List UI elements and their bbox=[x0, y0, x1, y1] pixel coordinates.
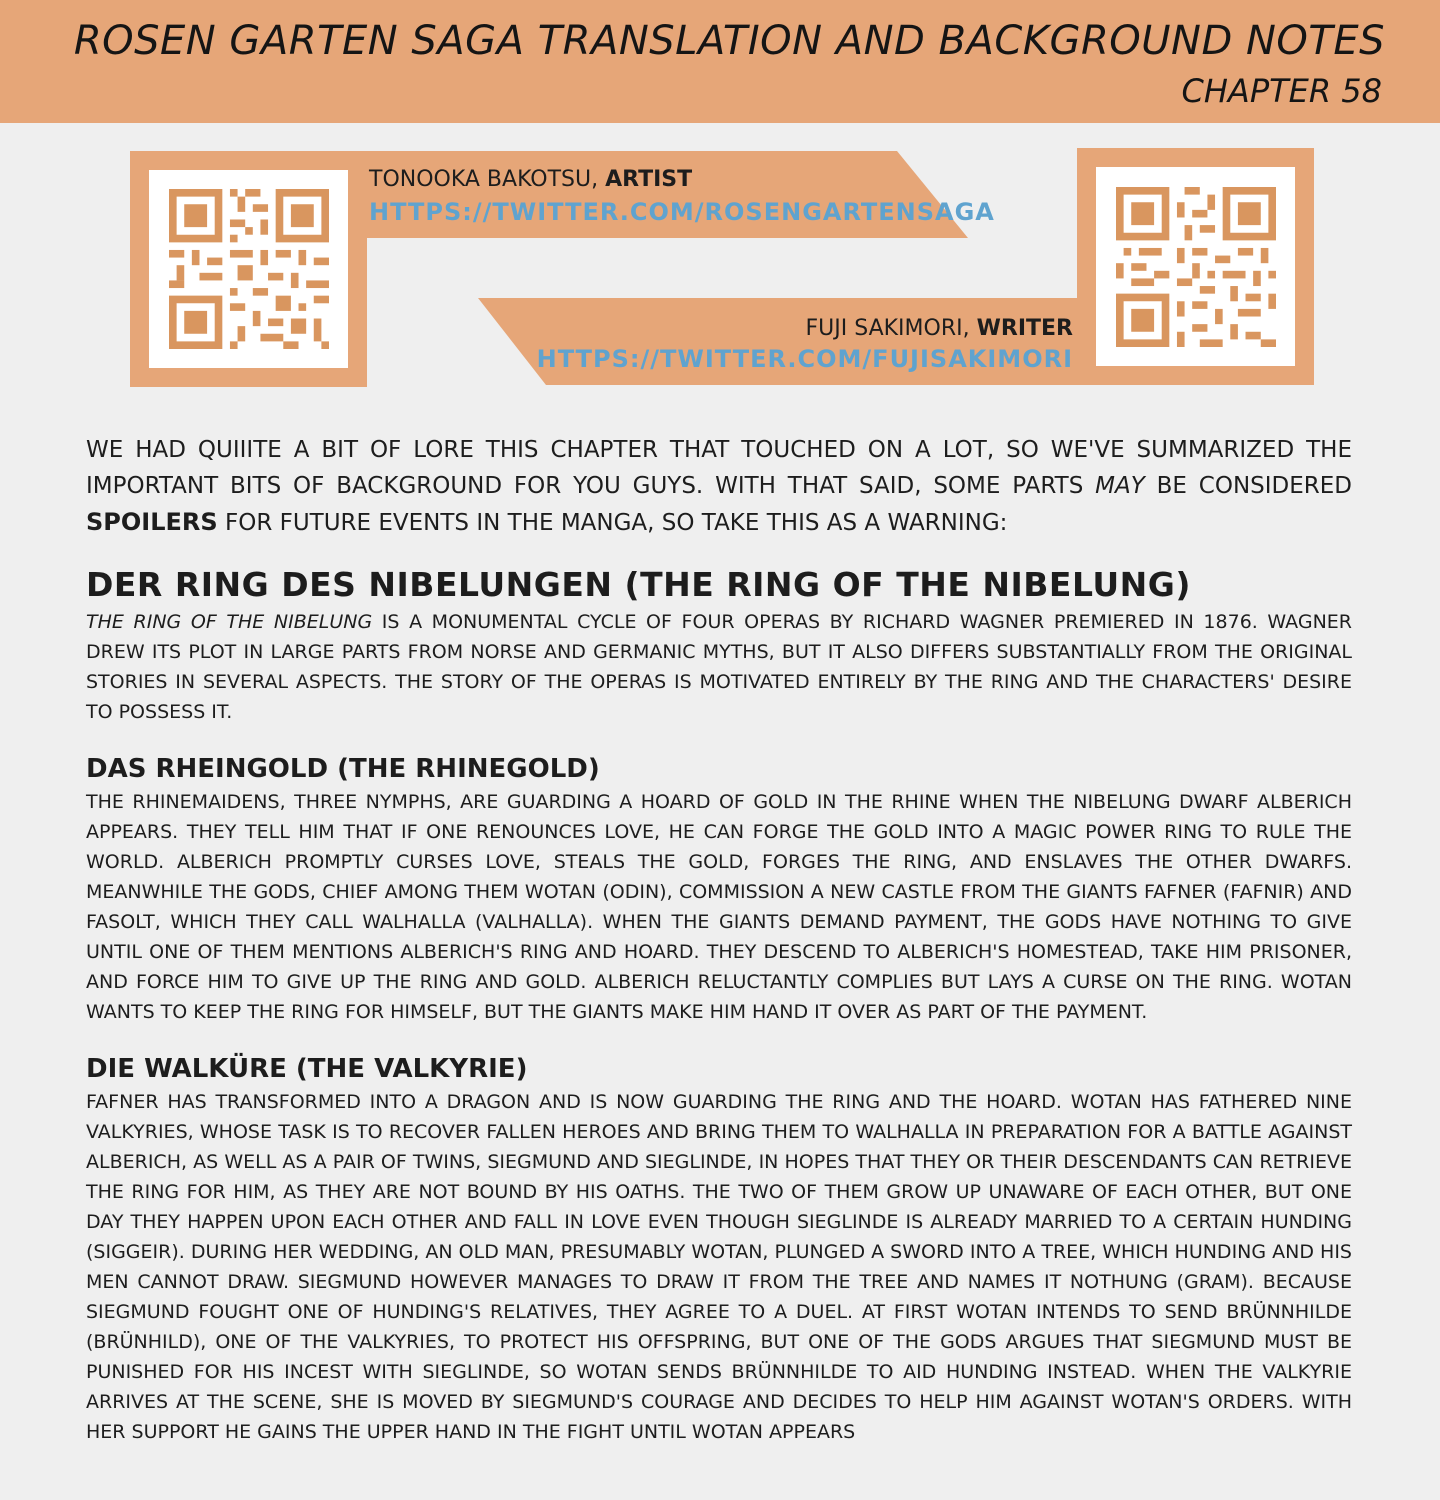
writer-credit bbox=[805, 316, 1073, 341]
writer-twitter-link[interactable]: HTTPS://TWITTER.COM/FUJISAKIMORI bbox=[536, 345, 1073, 373]
writer-qr-code-icon bbox=[1116, 187, 1276, 347]
spoiler-warning: SPOILERS bbox=[86, 508, 218, 536]
credits-block bbox=[0, 0, 1440, 400]
chapter-label: CHAPTER 58 bbox=[1181, 72, 1382, 110]
artist-qr-card bbox=[149, 170, 348, 368]
intro-text-1: WE HAD QUIIITE A BIT OF LORE THIS CHAPTER THAT TOUCHED ON A LOT, SO WE'VE SUMMARIZED THE IMPORTANT BITS OF BACKGROUND FOR YOU GUYS. WITH THAT SAID, SOME PARTS bbox=[86, 437, 1352, 499]
section-heading-ring: DER RING DES NIBELUNGEN (THE RING OF THE NIBELUNG) bbox=[86, 565, 1191, 604]
intro-text-2: BE CONSIDERED bbox=[1144, 473, 1352, 499]
writer-name: FUJI SAKIMORI, bbox=[805, 316, 970, 341]
section-heading-rheingold: DAS RHEINGOLD (THE RHINEGOLD) bbox=[86, 754, 600, 784]
artist-credit bbox=[369, 167, 692, 192]
intro-text-3: FOR FUTURE EVENTS IN THE MANGA, SO TAKE THIS AS A WARNING: bbox=[217, 510, 1008, 536]
notes-content bbox=[86, 432, 1352, 1447]
page-title: ROSEN GARTEN SAGA TRANSLATION AND BACKGROUND NOTES bbox=[73, 18, 1385, 64]
artist-name: TONOOKA BAKOTSU, bbox=[369, 167, 599, 192]
section-heading-walkure: DIE WALKÜRE (THE VALKYRIE) bbox=[86, 1054, 528, 1084]
section-body-walkure: FAFNER HAS TRANSFORMED INTO A DRAGON AND IS NOW GUARDING THE RING AND THE HOARD. WOTAN HAS FATHERED NINE VALKYRIES, WHOSE TASK IS TO RECOVER FALLEN HEROES AND BRING THEM TO WALHALLA IN PREPARATION FOR A BATTLE AGAINST ALBERICH, AS WELL AS A PAIR OF TWINS, SIEGMUND AND SIEGLINDE, IN HOPES THAT THEY OR THEIR DESCENDANTS CAN RETRIEVE THE RING FOR HIM, AS THEY ARE NOT BOUND BY HIS OATHS. THE TWO OF THEM GROW UP UNAWARE OF EACH OTHER, BUT ONE DAY THEY HAPPEN UPON EACH OTHER AND FALL IN LOVE EVEN THOUGH SIEGLINDE IS ALREADY MARRIED TO A CERTAIN HUNDING (SIGGEIR). DURING HER WEDDING, AN OLD MAN, PRESUMABLY WOTAN, PLUNGED A SWORD INTO A TREE, WHICH HUNDING AND HIS MEN CANNOT DRAW. SIEGMUND HOWEVER MANAGES TO DRAW IT FROM THE TREE AND NAMES IT NOTHUNG (GRAM). BECAUSE SIEGMUND FOUGHT ONE OF HUNDING'S RELATIVES, THEY AGREE TO A DUEL. AT FIRST WOTAN INTENDS TO SEND BRÜNNHILDE (BRÜNHILD), ONE OF THE VALKYRIES, TO PROTECT HIS OFFSPRING, BUT ONE OF THE GODS ARGUES THAT SIEGMUND MUST BE PUNISHED FOR HIS INCEST WITH SIEGLINDE, SO WOTAN SENDS BRÜNNHILDE TO AID HUNDING INSTEAD. WHEN THE VALKYRIE ARRIVES AT THE SCENE, SHE IS MOVED BY SIEGMUND'S COURAGE AND DECIDES TO HELP HIM AGAINST WOTAN'S ORDERS. WITH HER SUPPORT HE GAINS THE UPPER HAND IN THE FIGHT UNTIL WOTAN APPEARS bbox=[86, 1091, 1352, 1443]
intro-paragraph bbox=[86, 432, 1352, 541]
artist-role: ARTIST bbox=[605, 167, 693, 192]
artist-qr-code-icon bbox=[169, 189, 329, 349]
writer-role: WRITER bbox=[976, 316, 1073, 341]
artist-twitter-link[interactable]: HTTPS://TWITTER.COM/ROSENGARTENSAGA bbox=[369, 198, 995, 226]
writer-qr-card bbox=[1096, 167, 1295, 366]
section-body-rheingold: THE RHINEMAIDENS, THREE NYMPHS, ARE GUARDING A HOARD OF GOLD IN THE RHINE WHEN THE NIBELUNG DWARF ALBERICH APPEARS. THEY TELL HIM THAT IF ONE RENOUNCES LOVE, HE CAN FORGE THE GOLD INTO A MAGIC POWER RING TO RULE THE WORLD. ALBERICH PROMPTLY CURSES LOVE, STEALS THE GOLD, FORGES THE RING, AND ENSLAVES THE OTHER DWARFS. MEANWHILE THE GODS, CHIEF AMONG THEM WOTAN (ODIN), COMMISSION A NEW CASTLE FROM THE GIANTS FAFNER (FAFNIR) AND FASOLT, WHICH THEY CALL WALHALLA (VALHALLA). WHEN THE GIANTS DEMAND PAYMENT, THE GODS HAVE NOTHING TO GIVE UNTIL ONE OF THEM MENTIONS ALBERICH'S RING AND HOARD. THEY DESCEND TO ALBERICH'S HOMESTEAD, TAKE HIM PRISONER, AND FORCE HIM TO GIVE UP THE RING AND GOLD. ALBERICH RELUCTANTLY COMPLIES BUT LAYS A CURSE ON THE RING. WOTAN WANTS TO KEEP THE RING FOR HIMSELF, BUT THE GIANTS MAKE HIM HAND IT OVER AS PART OF THE PAYMENT. bbox=[86, 791, 1352, 1023]
section-body-ring bbox=[86, 607, 1352, 727]
intro-emphasis: MAY bbox=[1095, 473, 1145, 499]
ring-title-italic: THE RING OF THE NIBELUNG bbox=[86, 611, 373, 633]
ring-body-text: IS A MONUMENTAL CYCLE OF FOUR OPERAS BY RICHARD WAGNER PREMIERED IN 1876. WAGNER DREW ITS PLOT IN LARGE PARTS FROM NORSE AND GERMANIC MYTHS, BUT IT ALSO DIFFERS SUBSTANTIALLY FROM THE ORIGINAL STORIES IN SEVERAL ASPECTS. THE STORY OF THE OPERAS IS MOTIVATED ENTIRELY BY THE RING AND THE CHARACTERS' DESIRE TO POSSESS IT. bbox=[86, 611, 1352, 723]
